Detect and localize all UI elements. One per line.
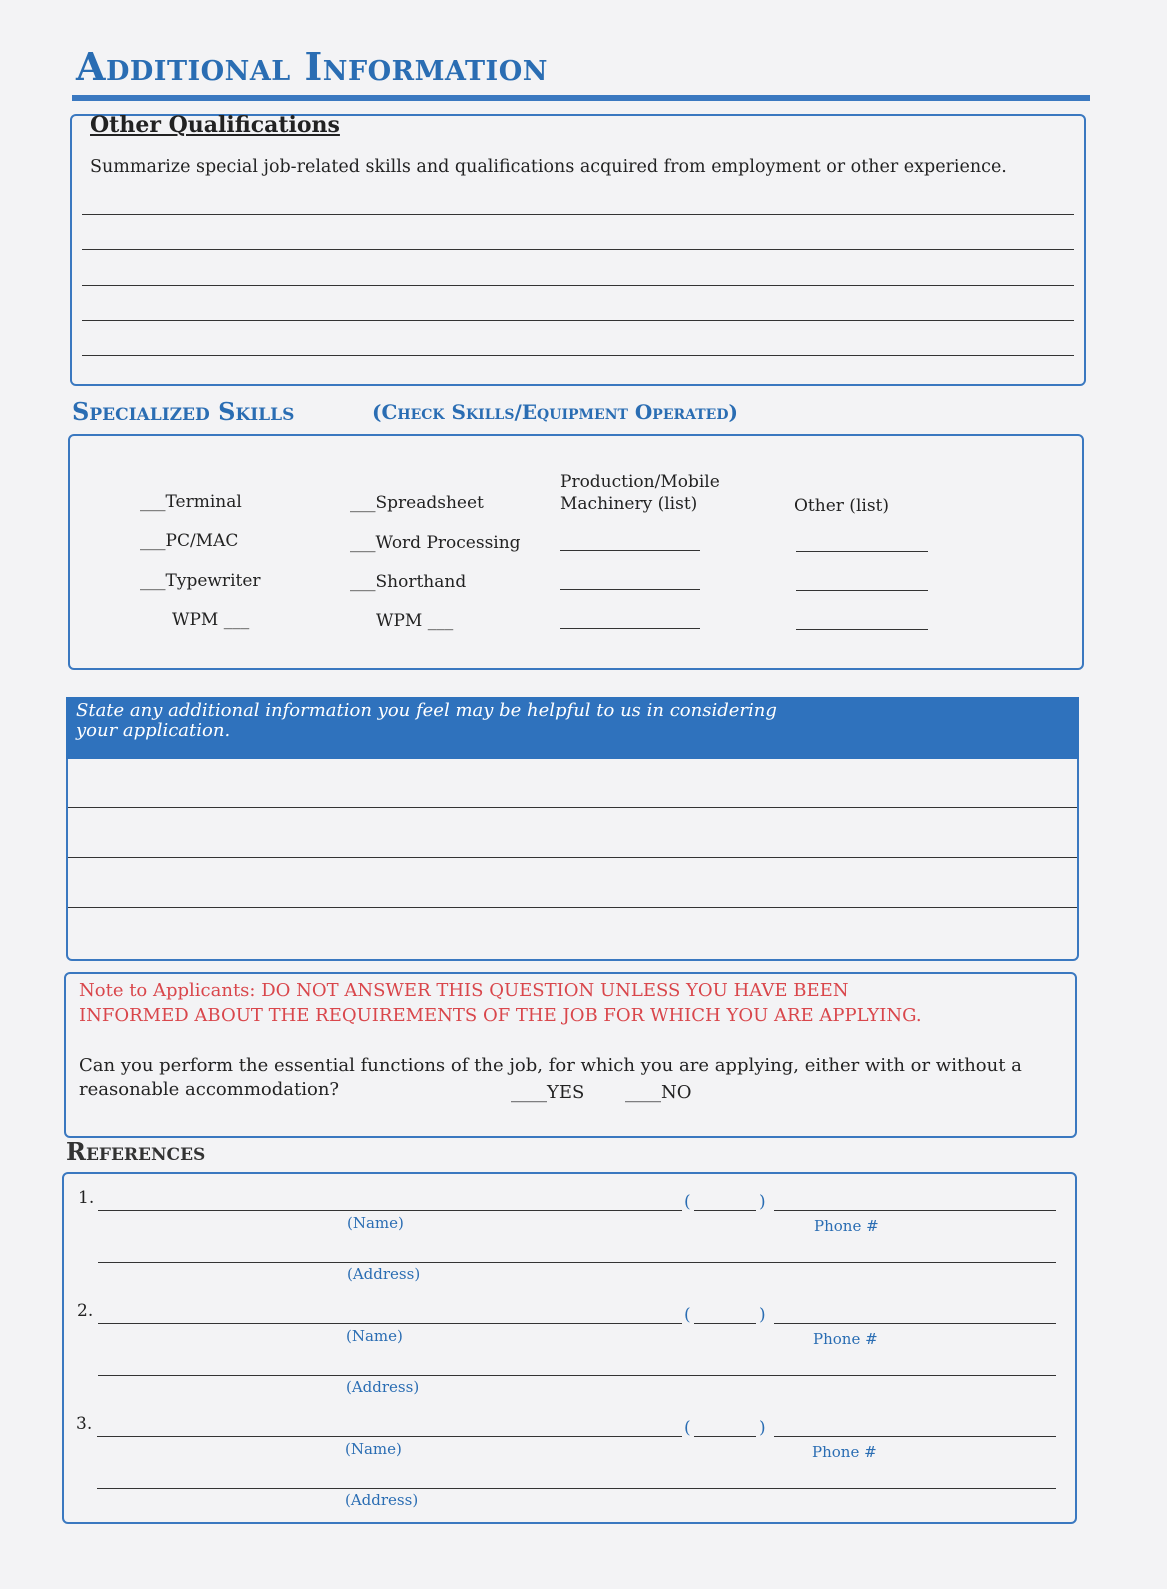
qualifications-line-1[interactable] <box>82 214 1074 215</box>
qualifications-line-5[interactable] <box>82 355 1074 356</box>
skill-pc-mac[interactable]: ___PC/MAC <box>140 531 239 551</box>
reference-3-address-line[interactable] <box>97 1488 1056 1489</box>
additional-info-line-2[interactable] <box>68 857 1077 858</box>
reference-3-paren-open: ( <box>684 1418 691 1438</box>
reference-2-paren-open: ( <box>684 1305 691 1325</box>
reference-3-address-caption: (Address) <box>345 1491 419 1509</box>
skill-typewriter[interactable]: ___Typewriter <box>140 571 261 591</box>
reference-3-number: 3. <box>76 1414 93 1434</box>
machinery-line-3[interactable] <box>560 628 700 629</box>
reference-1-phone-caption: Phone # <box>814 1217 879 1235</box>
other-qualifications-box <box>70 114 1086 386</box>
additional-info-prompt-line2: your application. <box>76 720 231 741</box>
reference-3-phone-line[interactable] <box>774 1436 1056 1437</box>
typewriter-wpm[interactable]: WPM ___ <box>172 610 250 630</box>
specialized-skills-box <box>68 434 1084 670</box>
additional-info-banner <box>66 697 1079 759</box>
specialized-skills-heading: Specialized Skills <box>72 397 295 426</box>
reference-1-address-caption: (Address) <box>347 1265 421 1283</box>
reference-2-phone-line[interactable] <box>774 1323 1056 1324</box>
reference-2-area-code-line[interactable] <box>694 1323 756 1324</box>
reference-1-area-code-line[interactable] <box>694 1210 756 1211</box>
machinery-header-line2: Machinery (list) <box>560 494 698 514</box>
machinery-line-1[interactable] <box>560 550 700 551</box>
yes-option[interactable]: ____YES <box>511 1082 585 1103</box>
skill-spreadsheet[interactable]: ___Spreadsheet <box>350 493 484 513</box>
qualifications-line-3[interactable] <box>82 285 1074 286</box>
accommodation-question-line1: Can you perform the essential functions of the job, for which you are applying, either with or without a <box>79 1055 1022 1076</box>
reference-3-area-code-line[interactable] <box>694 1436 756 1437</box>
references-heading: References <box>66 1137 206 1166</box>
reference-2-number: 2. <box>77 1301 94 1321</box>
skill-terminal[interactable]: ___Terminal <box>140 492 242 512</box>
other-list-line-3[interactable] <box>796 629 928 630</box>
reference-2-paren-close: ) <box>759 1305 766 1325</box>
additional-info-line-1[interactable] <box>68 807 1077 808</box>
references-box <box>62 1172 1077 1524</box>
title-divider <box>72 95 1090 101</box>
other-list-line-1[interactable] <box>796 551 928 552</box>
machinery-line-2[interactable] <box>560 589 700 590</box>
reference-1-number: 1. <box>78 1188 95 1208</box>
other-list-line-2[interactable] <box>796 590 928 591</box>
no-option[interactable]: ____NO <box>625 1082 692 1103</box>
reference-2-name-line[interactable] <box>98 1323 682 1324</box>
skill-shorthand[interactable]: ___Shorthand <box>350 572 467 592</box>
qualifications-line-2[interactable] <box>82 249 1074 250</box>
page-title: Additional Information <box>76 44 548 89</box>
reference-2-address-caption: (Address) <box>346 1378 420 1396</box>
accommodation-question-line2: reasonable accommodation? <box>79 1079 340 1100</box>
reference-1-phone-line[interactable] <box>774 1210 1056 1211</box>
note-line1: Note to Applicants: DO NOT ANSWER THIS QUESTION UNLESS YOU HAVE BEEN <box>79 980 849 1001</box>
shorthand-wpm[interactable]: WPM ___ <box>376 611 454 631</box>
reference-3-paren-close: ) <box>759 1418 766 1438</box>
reference-1-paren-close: ) <box>759 1192 766 1212</box>
reference-1-name-line[interactable] <box>98 1210 682 1211</box>
reference-2-name-caption: (Name) <box>346 1327 403 1345</box>
specialized-skills-subheading: (Check Skills/Equipment Operated) <box>372 400 738 424</box>
reference-1-paren-open: ( <box>684 1192 691 1212</box>
reference-3-name-caption: (Name) <box>345 1440 402 1458</box>
skill-word-processing[interactable]: ___Word Processing <box>350 533 521 553</box>
additional-info-prompt-line1: State any additional information you feel may be helpful to us in considering <box>76 700 777 721</box>
reference-3-name-line[interactable] <box>97 1436 682 1437</box>
reference-1-address-line[interactable] <box>98 1262 1056 1263</box>
other-qualifications-instruction: Summarize special job-related skills and qualifications acquired from employment or other experience. <box>90 157 1007 177</box>
reference-3-phone-caption: Phone # <box>812 1443 877 1461</box>
reference-2-address-line[interactable] <box>98 1375 1056 1376</box>
note-line2: INFORMED ABOUT THE REQUIREMENTS OF THE JOB FOR WHICH YOU ARE APPLYING. <box>79 1005 922 1026</box>
qualifications-line-4[interactable] <box>82 320 1074 321</box>
additional-info-line-3[interactable] <box>68 907 1077 908</box>
other-qualifications-heading: Other Qualifications <box>90 112 340 138</box>
reference-2-phone-caption: Phone # <box>813 1330 878 1348</box>
reference-1-name-caption: (Name) <box>347 1214 404 1232</box>
other-list-header: Other (list) <box>794 496 890 516</box>
machinery-header-line1: Production/Mobile <box>560 472 720 492</box>
